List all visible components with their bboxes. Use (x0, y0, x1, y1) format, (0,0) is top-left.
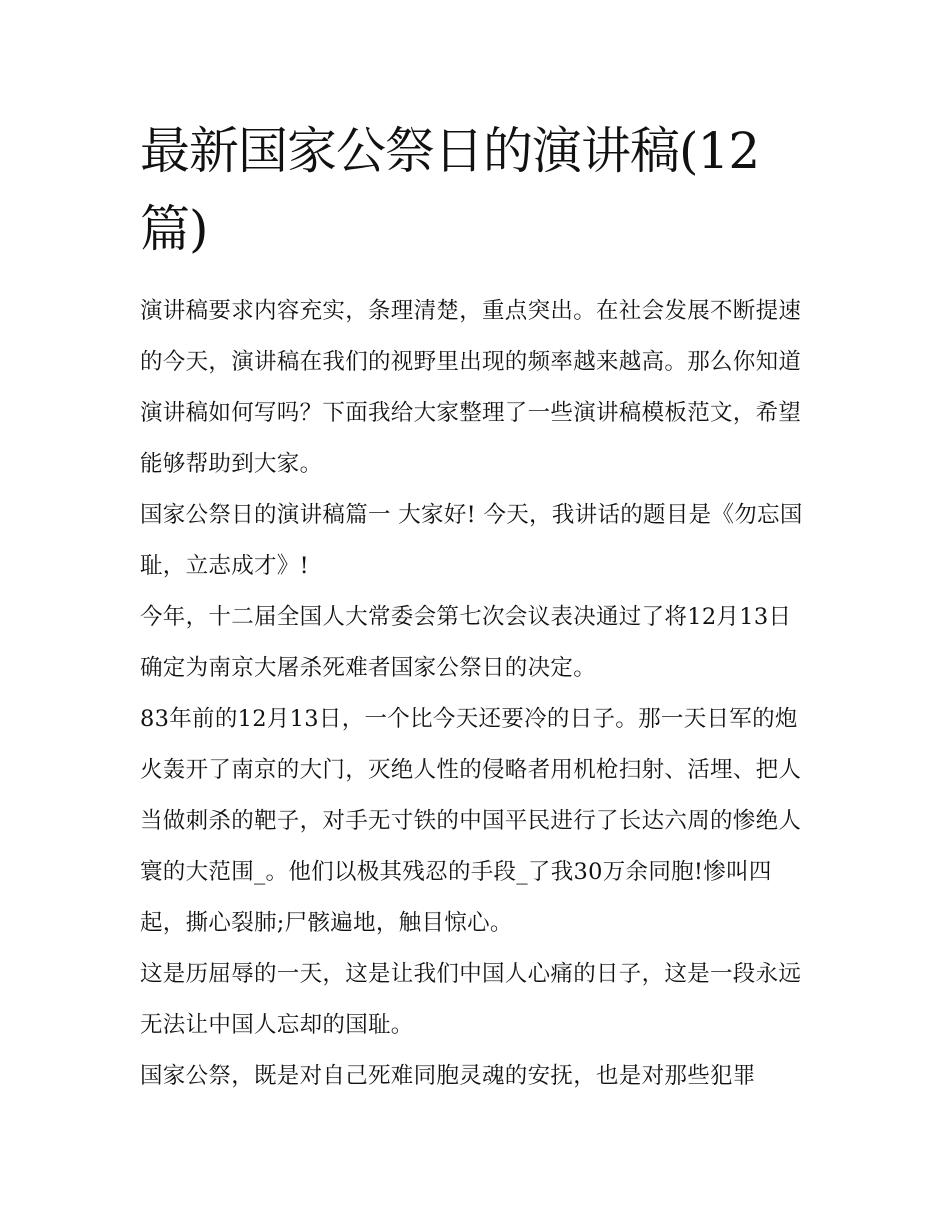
paragraph-history: 83年前的12月13日，一个比今天还要冷的日子。那一天日军的炮火轰开了南京的大门，灭绝人性的侵略者用机枪扫射、活埋、把人当做刺杀的靶子，对手无寸铁的中国平民进行了长达六周的惨绝人寰的大范围_。他们以极其残忍的手段_了我30万余同胞!惨叫四起，撕心裂肺;尸骸遍地，触目惊心。 (140, 706, 802, 936)
document-title: 最新国家公祭日的演讲稿(12篇) (140, 122, 760, 258)
document-body (140, 112, 812, 1102)
paragraph-national-humiliation: 这是历屈辱的一天，这是让我们中国人心痛的日子，这是一段永远无法让中国人忘却的国耻。 (140, 961, 802, 1038)
paragraph-speech-opening: 国家公祭日的演讲稿篇一 大家好! 今天，我讲话的题目是《勿忘国耻，立志成才》! (140, 502, 803, 579)
paragraph-national-memorial: 国家公祭，既是对自己死难同胞灵魂的安抚，也是对那些犯罪 (140, 1063, 756, 1089)
paragraph-intro: 演讲稿要求内容充实，条理清楚，重点突出。在社会发展不断提速的今天，演讲稿在我们的视野里出现的频率越来越高。那么你知道演讲稿如何写吗？下面我给大家整理了一些演讲稿模板范文，希望能够帮助到大家。 (140, 298, 802, 477)
paragraph-memorial-day-decision: 今年，十二届全国人大常委会第七次会议表决通过了将12月13日确定为南京大屠杀死难者国家公祭日的决定。 (140, 604, 792, 681)
